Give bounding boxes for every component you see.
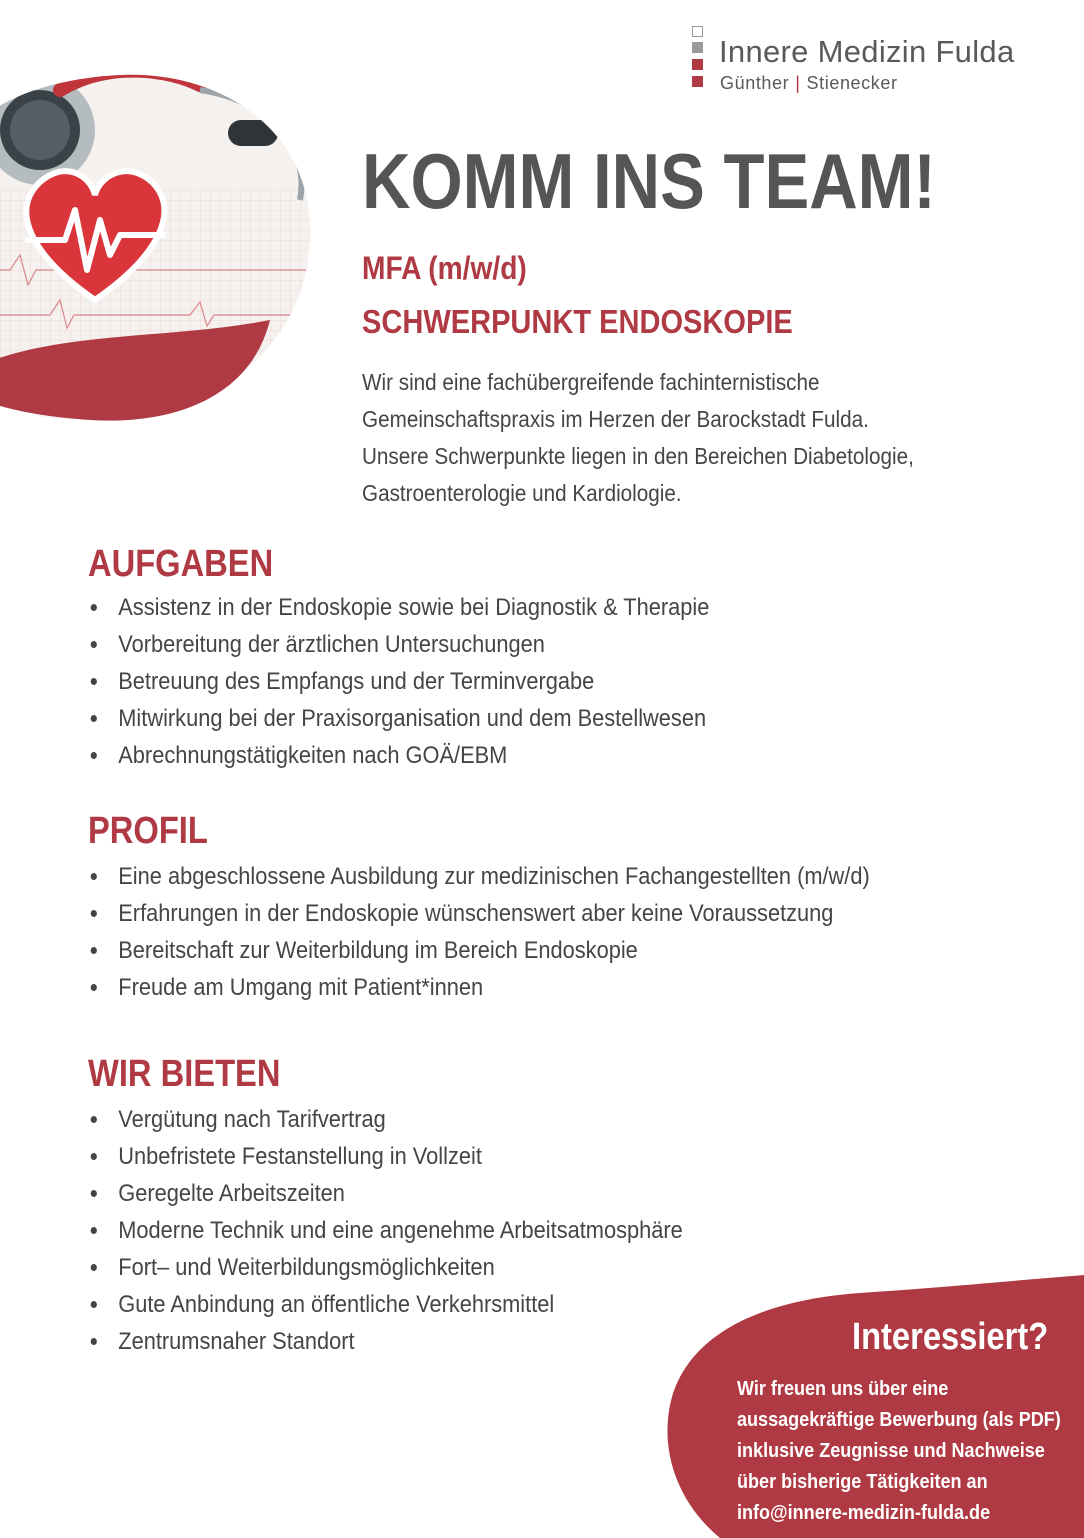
list-item: Mitwirkung bei der Praxisorganisation und dem Bestellwesen [88, 700, 942, 737]
logo-name: Innere Medizin Fulda [719, 34, 1015, 69]
list-item: Gute Anbindung an öffentliche Verkehrsmittel [88, 1286, 942, 1323]
logo-sub-left: Günther [720, 73, 790, 93]
job-title: MFA (m/w/d) [362, 250, 527, 286]
logo-square-red-small [692, 76, 703, 87]
hero-image [0, 70, 315, 430]
cta-line: inklusive Zeugnisse und Nachweise [737, 1439, 1045, 1462]
logo-divider: | [795, 73, 801, 93]
section-title-bieten: WIR BIETEN [88, 1053, 281, 1095]
list-item: Vergütung nach Tarifvertrag [88, 1101, 942, 1138]
list-item: Eine abgeschlossene Ausbildung zur medizinischen Fachangestellten (m/w/d) [88, 858, 942, 895]
cta-line: über bisherige Tätigkeiten an [737, 1470, 988, 1493]
cta-text [737, 1373, 1071, 1528]
logo-subtitle [720, 73, 898, 94]
list-item: Geregelte Arbeitszeiten [88, 1175, 942, 1212]
cta-line: aussagekräftige Bewerbung (als PDF) [737, 1408, 1061, 1431]
section-title-profil: PROFIL [88, 810, 208, 852]
list-item: Betreuung des Empfangs und der Terminvergabe [88, 663, 942, 700]
logo-square-outline [692, 26, 703, 37]
aufgaben-list [88, 589, 942, 774]
list-item: Vorbereitung der ärztlichen Untersuchungen [88, 626, 942, 663]
list-item: Abrechnungstätigkeiten nach GOÄ/EBM [88, 737, 942, 774]
logo-square-gray [692, 42, 703, 53]
cta-line: Wir freuen uns über eine [737, 1377, 949, 1400]
list-item: Fort– und Weiterbildungsmöglichkeiten [88, 1249, 942, 1286]
list-item: Bereitschaft zur Weiterbildung im Bereich Endoskopie [88, 932, 942, 969]
cta-title: Interessiert? [852, 1316, 1049, 1358]
job-focus: SCHWERPUNKT ENDOSKOPIE [362, 303, 793, 340]
section-title-aufgaben: AUFGABEN [88, 543, 274, 585]
intro-line: Unsere Schwerpunkte liegen in den Bereichen Diabetologie, [362, 443, 914, 469]
intro-line: Wir sind eine fachübergreifende fachinternistische [362, 369, 820, 395]
list-item: Moderne Technik und eine angenehme Arbeitsatmosphäre [88, 1212, 942, 1249]
contact-email-link[interactable]: info@innere-medizin-fulda.de [737, 1501, 991, 1524]
practice-logo [690, 26, 1060, 96]
logo-sub-right: Stienecker [806, 73, 898, 93]
list-item: Freude am Umgang mit Patient*innen [88, 969, 942, 1006]
list-item: Assistenz in der Endoskopie sowie bei Diagnostik & Therapie [88, 589, 942, 626]
list-item: Erfahrungen in der Endoskopie wünschenswert aber keine Voraussetzung [88, 895, 942, 932]
intro-text [362, 364, 996, 512]
logo-square-red [692, 59, 703, 70]
intro-line: Gemeinschaftspraxis im Herzen der Barockstadt Fulda. [362, 406, 869, 432]
profil-list [88, 858, 942, 1006]
list-item: Zentrumsnaher Standort [88, 1323, 942, 1360]
headline: KOMM INS TEAM! [362, 137, 936, 225]
list-item: Unbefristete Festanstellung in Vollzeit [88, 1138, 942, 1175]
intro-line: Gastroenterologie und Kardiologie. [362, 480, 682, 506]
